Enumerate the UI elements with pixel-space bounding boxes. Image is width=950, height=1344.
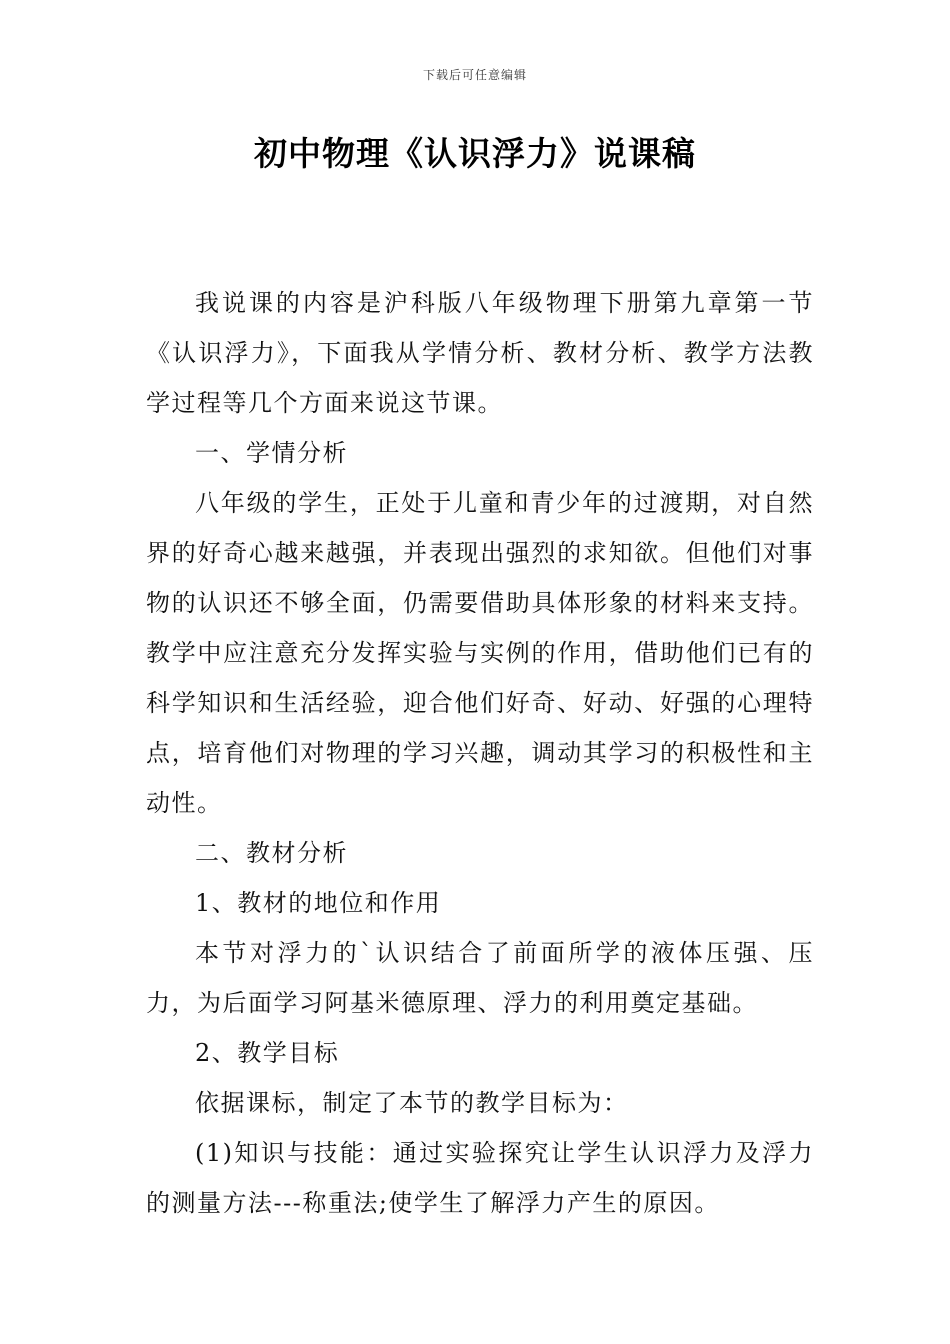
section-heading-textbook-analysis: 二、教材分析 [195, 839, 348, 867]
subheading-textbook-role: 1、教材的地位和作用 [195, 889, 442, 917]
section-heading-student-analysis: 一、学情分析 [195, 439, 348, 467]
paragraph-goal-knowledge-skills: (1)知识与技能：通过实验探究让学生认识浮力及浮力的测量方法---称重法;使学生了解浮力产生的原因。 [146, 1139, 814, 1217]
paragraph-textbook-role: 本节对浮力的`认识结合了前面所学的液体压强、压力，为后面学习阿基米德原理、浮力的利用奠定基础。 [146, 939, 814, 1017]
paragraph-student-analysis: 八年级的学生，正处于儿童和青少年的过渡期，对自然界的好奇心越来越强，并表现出强烈的求知欲。但他们对事物的认识还不够全面，仍需要借助具体形象的材料来支持。教学中应注意充分发挥实验与实例的作用，借助他们已有的科学知识和生活经验，迎合他们好奇、好动、好强的心理特点，培育他们对物理的学习兴趣，调动其学习的积极性和主动性。 [146, 489, 814, 817]
paragraph-goals-intro: 依据课标，制定了本节的教学目标为： [195, 1089, 629, 1117]
header-note: 下载后可任意编辑 [422, 68, 527, 82]
document-title: 初中物理《认识浮力》说课稿 [254, 134, 696, 173]
subheading-teaching-goals: 2、教学目标 [195, 1039, 340, 1067]
paragraph-intro: 我说课的内容是沪科版八年级物理下册第九章第一节《认识浮力》，下面我从学情分析、教材分析、教学方法教学过程等几个方面来说这节课。 [146, 289, 814, 417]
document-body [146, 278, 814, 1228]
